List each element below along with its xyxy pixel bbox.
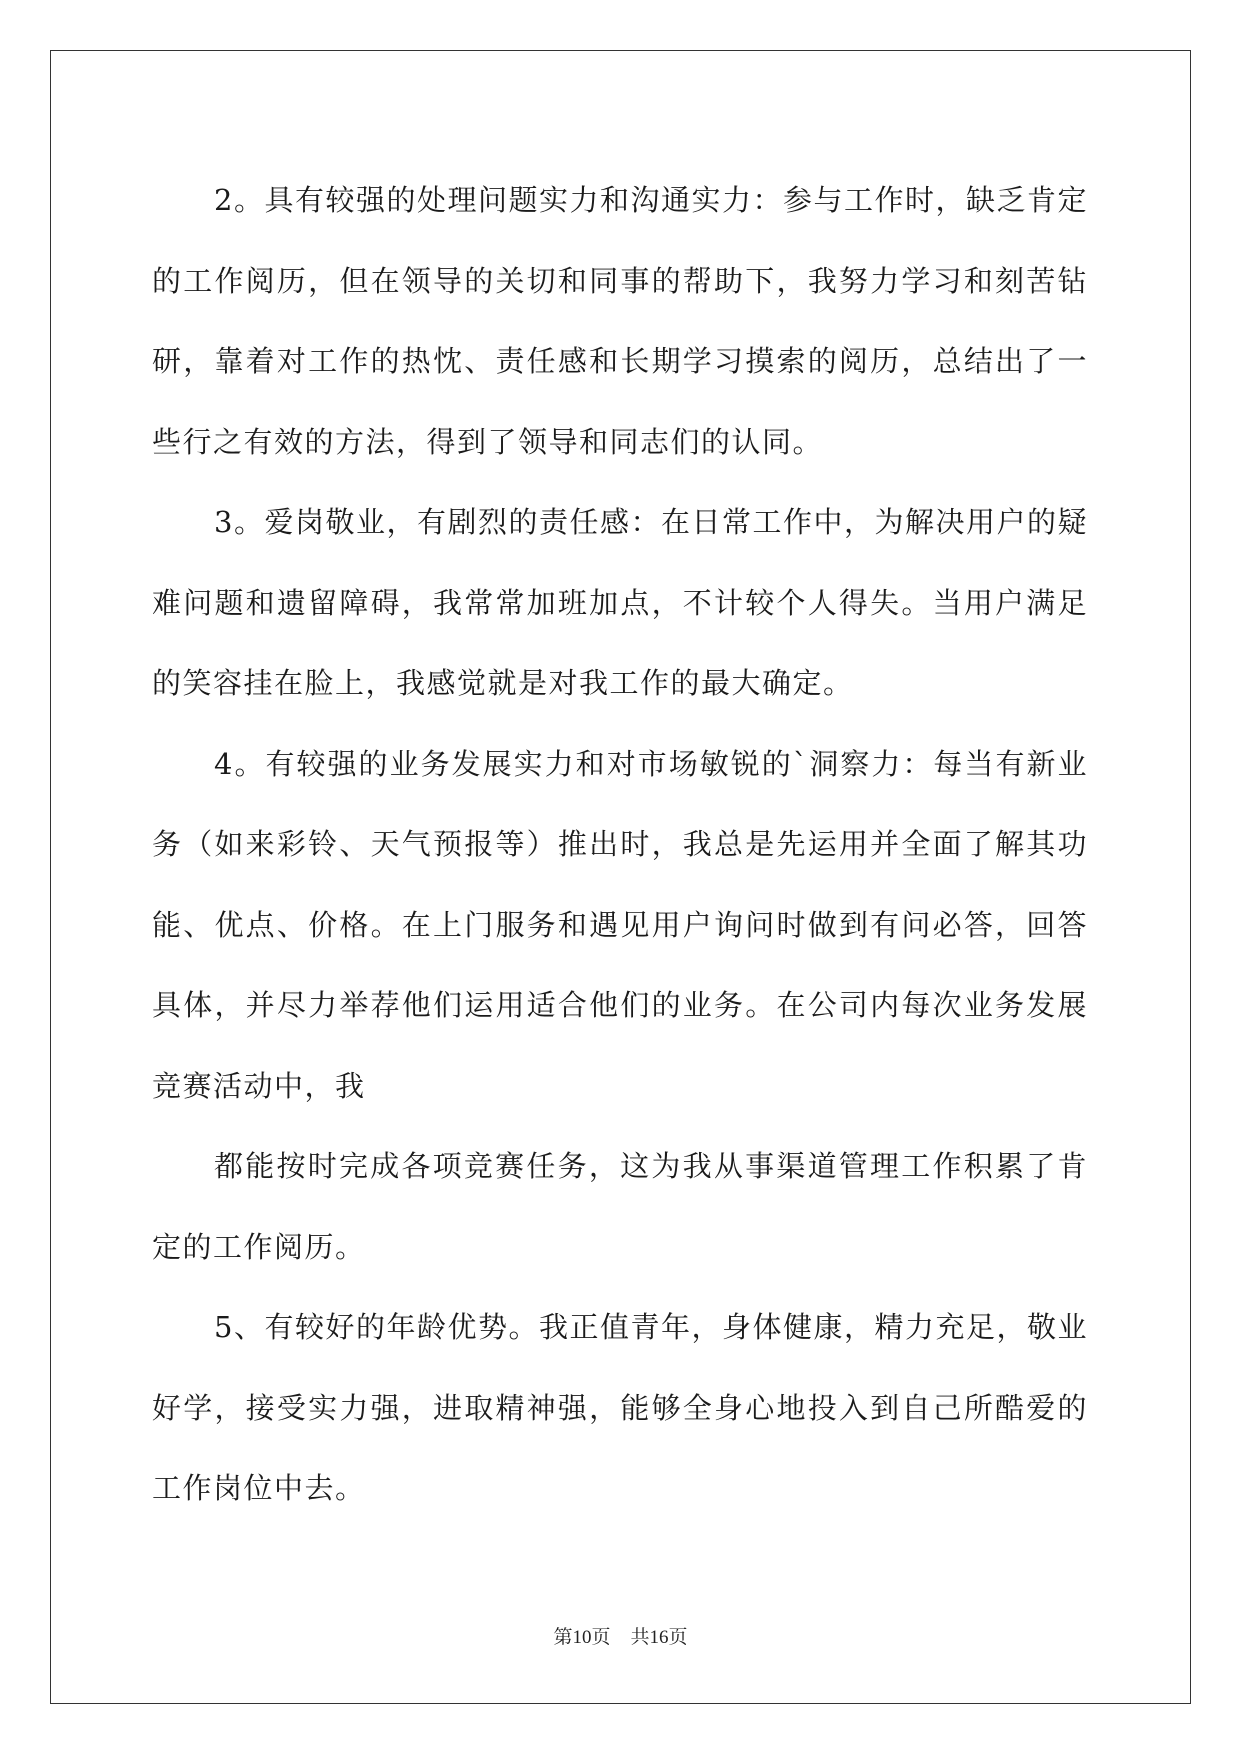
paragraph-4-continued: 都能按时完成各项竞赛任务，这为我从事渠道管理工作积累了肯定的工作阅历。: [152, 1149, 1088, 1264]
paragraph-5: 5、有较好的年龄优势。我正值青年，身体健康，精力充足，敬业好学，接受实力强，进取精神强，能够全身心地投入到自己所酷爱的工作岗位中去。: [152, 1310, 1088, 1505]
paragraph-4: 4。有较强的业务发展实力和对市场敏锐的`洞察力：每当有新业务（如来彩铃、天气预报等）推出时，我总是先运用并全面了解其功能、优点、价格。在上门服务和遇见用户询问时做到有问必答，回答具体，并尽力举荐他们运用适合他们的业务。在公司内每次业务发展竞赛活动中，我: [152, 746, 1088, 1103]
page-footer: [0, 1622, 1241, 1649]
paragraph-3: 3。爱岗敬业，有剧烈的责任感：在日常工作中，为解决用户的疑难问题和遗留障碍，我常常加班加点，不计较个人得失。当用户满足的笑容挂在脸上，我感觉就是对我工作的最大确定。: [152, 505, 1088, 700]
page-total: 共16页: [630, 1627, 688, 1648]
page-number: 第10页: [553, 1627, 611, 1648]
paragraph-2: 2。具有较强的处理问题实力和沟通实力：参与工作时，缺乏肯定的工作阅历，但在领导的关切和同事的帮助下，我努力学习和刻苦钻研，靠着对工作的热忱、责任感和长期学习摸索的阅历，总结出了一些行之有效的方法，得到了领导和同志们的认同。: [152, 183, 1088, 459]
document-body: [152, 160, 1088, 1529]
